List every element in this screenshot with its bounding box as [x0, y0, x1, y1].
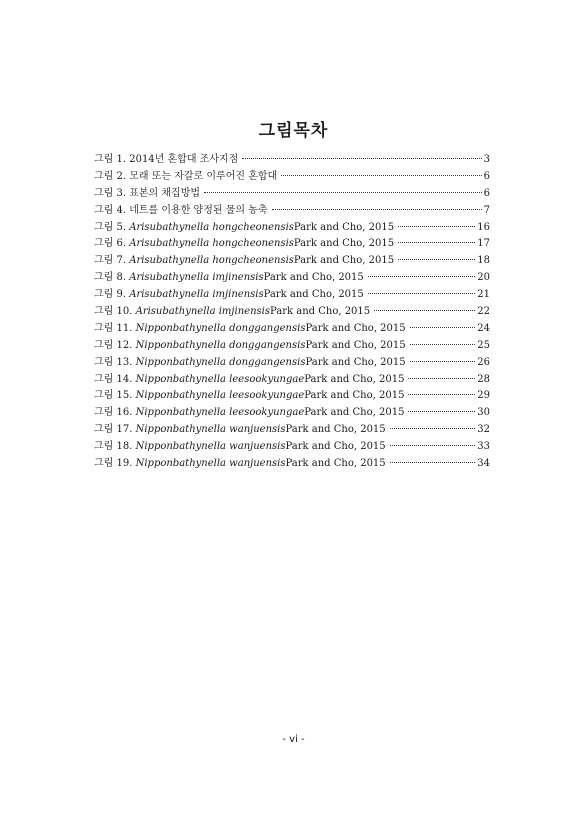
entry-page-number: 21	[477, 289, 490, 301]
toc-entry[interactable]	[94, 439, 490, 456]
entry-page-number: 26	[477, 356, 490, 368]
dot-leader	[398, 226, 475, 227]
entry-author: Park and Cho, 2015	[285, 424, 386, 436]
entry-prefix: 그림 15.	[94, 390, 136, 402]
entry-author: Park and Cho, 2015	[293, 238, 395, 250]
entry-author: Park and Cho, 2015	[304, 407, 405, 419]
entry-page-number: 18	[477, 255, 490, 267]
entry-species: Arisubathynella hongcheonensis	[129, 238, 294, 250]
entry-label	[94, 439, 286, 456]
entry-page-number: 25	[477, 339, 490, 351]
toc-entry[interactable]	[94, 253, 490, 270]
dot-leader	[410, 344, 476, 345]
entry-species: Nipponbathynella donggangensis	[135, 339, 306, 351]
entry-label	[94, 236, 294, 253]
entry-author: Park and Cho, 2015	[269, 306, 371, 318]
dot-leader	[272, 209, 482, 210]
entry-prefix: 그림 9.	[94, 289, 130, 301]
entry-page-number: 34	[477, 458, 490, 470]
entry-page-number: 3	[483, 154, 490, 165]
toc-entry[interactable]	[94, 287, 490, 304]
entry-species: Nipponbathynella leesookyungae	[135, 407, 305, 419]
entry-prefix: 그림 7.	[94, 255, 130, 267]
entry-author: Park and Cho, 2015	[304, 373, 405, 385]
toc-entry[interactable]	[94, 152, 490, 169]
entry-prefix: 그림 18.	[94, 441, 136, 453]
entry-label	[94, 388, 304, 405]
dot-leader	[374, 310, 475, 311]
entry-prefix: 그림 5.	[94, 221, 130, 233]
entry-page-number: 16	[477, 221, 490, 233]
toc-entry[interactable]	[94, 270, 490, 287]
entry-prefix: 그림 11.	[94, 322, 136, 334]
entry-prefix: 그림 12.	[94, 339, 136, 351]
entry-author: Park and Cho, 2015	[305, 339, 406, 351]
dot-leader	[390, 445, 476, 446]
toc-entry[interactable]	[94, 355, 490, 372]
entry-prefix: 그림 10.	[94, 306, 136, 318]
entry-prefix: 그림 13.	[94, 356, 136, 368]
entry-label	[94, 456, 286, 473]
toc-entry[interactable]	[94, 321, 490, 338]
entry-page-number: 6	[483, 187, 490, 199]
dot-leader	[204, 192, 482, 193]
entry-species: Nipponbathynella wanjuensis	[135, 424, 286, 436]
toc-entry[interactable]	[94, 220, 490, 237]
entry-author: Park and Cho, 2015	[285, 441, 386, 453]
toc-entry[interactable]	[94, 456, 490, 473]
entry-prefix: 그림 17.	[94, 424, 136, 436]
toc-entry[interactable]	[94, 388, 490, 405]
entry-author: Park and Cho, 2015	[293, 255, 395, 267]
entry-label	[94, 372, 304, 389]
toc-entry[interactable]	[94, 236, 490, 253]
toc-entry[interactable]	[94, 186, 490, 203]
entry-prefix: 그림 8.	[94, 272, 130, 284]
entry-label	[94, 321, 305, 338]
figure-table-of-contents	[94, 152, 490, 473]
toc-entry[interactable]	[94, 372, 490, 389]
entry-label	[94, 355, 305, 372]
dot-leader	[398, 242, 475, 243]
entry-label	[94, 270, 264, 287]
dot-leader	[242, 158, 481, 159]
entry-label	[94, 203, 268, 220]
dot-leader	[368, 276, 475, 277]
entry-page-number: 29	[477, 390, 490, 402]
entry-prefix: 그림 19.	[94, 458, 136, 470]
entry-page-number: 24	[477, 322, 490, 334]
entry-page-number: 7	[483, 204, 490, 216]
entry-page-number: 20	[477, 272, 490, 284]
toc-entry[interactable]	[94, 169, 490, 186]
entry-label	[94, 304, 270, 321]
dot-leader	[410, 361, 476, 362]
entry-species: Nipponbathynella wanjuensis	[135, 458, 286, 470]
entry-prefix: 그림 3. 표본의 채집방법	[94, 187, 201, 199]
entry-species: Nipponbathynella donggangensis	[135, 322, 306, 334]
entry-label	[94, 186, 200, 203]
entry-species: Nipponbathynella wanjuensis	[135, 441, 286, 453]
entry-species: Nipponbathynella leesookyungae	[135, 390, 305, 402]
entry-page-number: 6	[483, 170, 490, 182]
entry-page-number: 30	[477, 407, 490, 419]
entry-label	[94, 338, 305, 355]
dot-leader	[410, 327, 476, 328]
footer-page-number: - vi -	[282, 734, 305, 745]
toc-entry[interactable]	[94, 422, 490, 439]
entry-label	[94, 422, 286, 439]
page-title: 그림목차	[258, 121, 329, 141]
entry-page-number: 28	[477, 373, 490, 385]
entry-species: Arisubathynella imjinensis	[129, 272, 264, 284]
dot-leader	[398, 259, 475, 260]
entry-page-number: 22	[477, 306, 490, 318]
entry-label	[94, 152, 238, 169]
entry-prefix: 그림 14.	[94, 373, 136, 385]
entry-author: Park and Cho, 2015	[263, 272, 364, 284]
entry-author: Park and Cho, 2015	[263, 289, 364, 301]
entry-author: Park and Cho, 2015	[304, 390, 405, 402]
entry-author: Park and Cho, 2015	[293, 221, 395, 233]
dot-leader	[408, 394, 475, 395]
entry-page-number: 17	[477, 238, 490, 250]
toc-entry[interactable]	[94, 304, 490, 321]
toc-entry[interactable]	[94, 338, 490, 355]
dot-leader	[408, 378, 475, 379]
dot-leader	[390, 462, 476, 463]
dot-leader	[408, 411, 475, 412]
entry-species: Nipponbathynella donggangensis	[135, 356, 306, 368]
entry-label	[94, 253, 294, 270]
entry-species: Arisubathynella hongcheonensis	[129, 255, 294, 267]
toc-entry[interactable]	[94, 203, 490, 220]
entry-prefix: 그림 16.	[94, 407, 136, 419]
entry-prefix: 그림 2. 모래 또는 자갈로 이루어진 혼합대	[94, 170, 278, 182]
toc-entry[interactable]	[94, 405, 490, 422]
entry-species: Nipponbathynella leesookyungae	[135, 373, 305, 385]
entry-prefix: 그림 1. 2014년 혼합대 조사지점	[94, 154, 239, 165]
dot-leader	[368, 293, 475, 294]
entry-author: Park and Cho, 2015	[285, 458, 386, 470]
entry-species: Arisubathynella hongcheonensis	[129, 221, 294, 233]
dot-leader	[390, 428, 476, 429]
entry-page-number: 33	[477, 441, 490, 453]
entry-species: Arisubathynella imjinensis	[135, 306, 270, 318]
entry-author: Park and Cho, 2015	[305, 356, 406, 368]
entry-prefix: 그림 4. 네트를 이용한 양정된 물의 농축	[94, 204, 268, 216]
entry-page-number: 32	[477, 424, 490, 436]
entry-label	[94, 169, 277, 186]
entry-species: Arisubathynella imjinensis	[129, 289, 264, 301]
entry-label	[94, 220, 294, 237]
entry-author: Park and Cho, 2015	[305, 322, 406, 334]
entry-label	[94, 405, 304, 422]
dot-leader	[281, 175, 481, 176]
entry-prefix: 그림 6.	[94, 238, 130, 250]
entry-label	[94, 287, 264, 304]
